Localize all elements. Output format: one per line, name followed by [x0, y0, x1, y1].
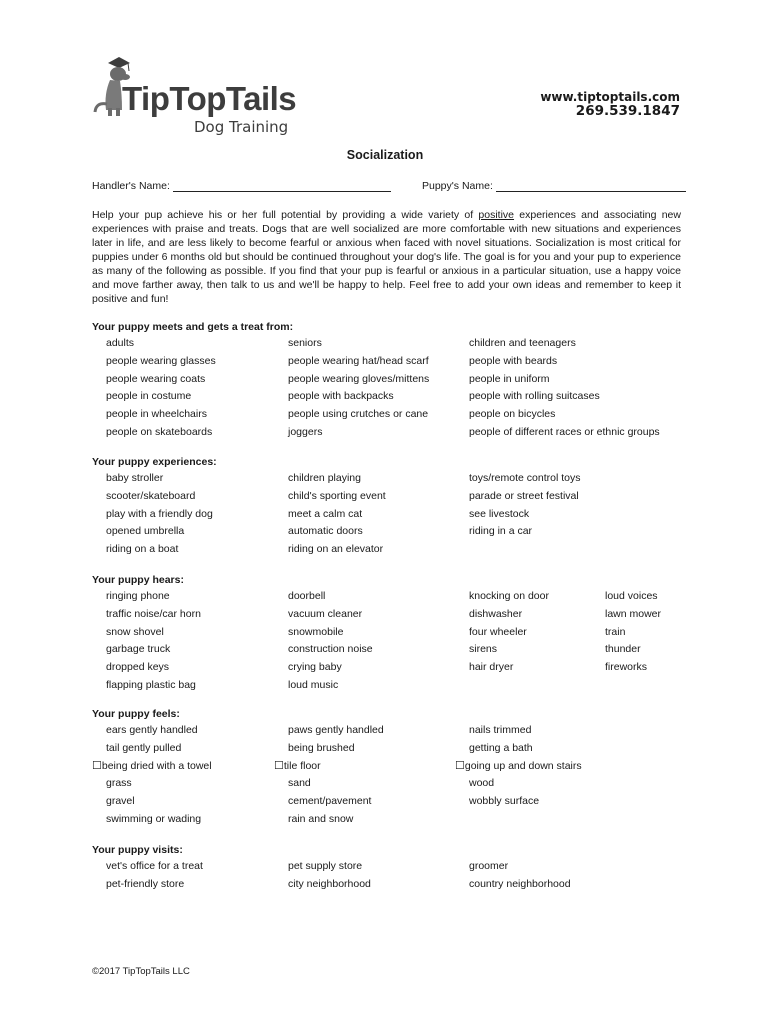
checklist-item[interactable]: [92, 758, 212, 776]
checklist-item-label: flapping plastic bag: [106, 678, 196, 691]
checklist-item[interactable]: [288, 775, 311, 793]
checklist-item[interactable]: [288, 659, 342, 677]
checklist-item-label: loud music: [288, 678, 339, 691]
checklist-item-label: groomer: [469, 860, 509, 872]
checklist-item[interactable]: [469, 775, 494, 793]
checklist-row: [92, 541, 692, 559]
checklist-item-label: grass: [106, 777, 132, 790]
checklist-item-label: riding on a boat: [106, 543, 179, 556]
checklist-item[interactable]: [469, 371, 550, 389]
checklist-item-label: meet a calm cat: [288, 507, 363, 520]
checklist-item[interactable]: [288, 793, 371, 811]
checklist-row: [92, 424, 692, 442]
checklist-item-label: automatic doors: [288, 525, 363, 538]
checklist-row: [92, 775, 692, 793]
checklist-item-label: knocking on door: [469, 590, 549, 602]
checklist-row: [92, 793, 692, 811]
checklist-item[interactable]: [469, 506, 529, 524]
positive-underlined: positive: [478, 209, 515, 221]
checklist-item[interactable]: [288, 641, 373, 659]
checklist-item[interactable]: [469, 470, 580, 488]
checklist-item[interactable]: [106, 659, 169, 677]
puppy-name-line[interactable]: [496, 181, 686, 192]
checklist-row: [92, 523, 692, 541]
checklist-item-label: thunder: [605, 643, 641, 656]
checklist-item-label: play with a friendly dog: [106, 507, 213, 520]
checklist-item-label: dishwasher: [469, 607, 523, 620]
checklist-row: [92, 876, 692, 894]
checklist-item-label: opened umbrella: [106, 525, 185, 538]
checklist-item[interactable]: [288, 523, 363, 541]
phone-number: 269.539.1847: [575, 103, 680, 119]
checklist-row: [92, 588, 692, 606]
checklist-item[interactable]: [288, 624, 343, 642]
checklist-row: [92, 722, 692, 740]
checklist-item-label: four wheeler: [469, 625, 527, 638]
checklist-item-label: toys/remote control toys: [469, 472, 581, 484]
checklist-item-label: getting a bath: [469, 741, 533, 754]
checklist-section: [92, 707, 692, 829]
checklist-item[interactable]: [106, 811, 201, 829]
checklist-row: [92, 388, 692, 406]
puppy-name-label: Puppy's Name:: [422, 180, 493, 192]
checklist-item[interactable]: [106, 722, 198, 740]
checklist-item[interactable]: [288, 677, 338, 695]
checklist-section: [92, 320, 692, 442]
checklist-item[interactable]: [469, 606, 522, 624]
contact-block: [540, 90, 680, 118]
checklist-item-label: gravel: [106, 795, 135, 808]
copyright-footer: ©2017 TipTopTails LLC: [92, 966, 190, 977]
checklist-item[interactable]: [469, 388, 600, 406]
checklist-item[interactable]: [288, 811, 353, 829]
checklist-item[interactable]: [605, 624, 625, 642]
checklist-item[interactable]: [288, 424, 322, 442]
checklist-section: [92, 455, 692, 559]
checklist-item[interactable]: [106, 876, 184, 894]
checklist-item-label: pet-friendly store: [106, 877, 185, 890]
checklist-item[interactable]: [106, 335, 134, 353]
section-heading: Your puppy feels:: [92, 708, 180, 720]
checklist-item-label: loud voices: [605, 590, 658, 602]
checklist-item[interactable]: [469, 335, 576, 353]
checklist-item[interactable]: [288, 406, 428, 424]
checklist-item-label: rain and snow: [288, 812, 354, 825]
checklist-item-label: tail gently pulled: [106, 741, 182, 754]
checklist-item[interactable]: [469, 488, 579, 506]
checklist-item[interactable]: [106, 353, 216, 371]
checklist-item-label: city neighborhood: [288, 877, 371, 890]
handler-name-line[interactable]: [173, 181, 391, 192]
checklist-item-label: paws gently handled: [288, 724, 384, 736]
handler-name-field[interactable]: [92, 180, 391, 192]
checklist-item[interactable]: [288, 388, 394, 406]
checklist-item[interactable]: [288, 740, 355, 758]
checklist-row: [92, 506, 692, 524]
checklist-item-label: people using crutches or cane: [288, 408, 429, 421]
checklist-item[interactable]: [288, 488, 386, 506]
checklist-item[interactable]: [106, 677, 196, 695]
checklist-item[interactable]: [469, 624, 527, 642]
checklist-item[interactable]: [469, 793, 539, 811]
checklist-item[interactable]: [106, 740, 181, 758]
checklist-item-label: construction noise: [288, 643, 373, 656]
checklist-item[interactable]: [106, 775, 132, 793]
checklist-item-label: people in costume: [106, 390, 192, 403]
checklist-item-label: baby stroller: [106, 472, 164, 484]
checklist-item[interactable]: [469, 353, 557, 371]
checklist-row: [92, 758, 692, 776]
checklist-item[interactable]: [288, 722, 384, 740]
checklist-item[interactable]: [469, 740, 533, 758]
checklist-item-label: swimming or wading: [106, 812, 202, 825]
checklist-item-label: people in uniform: [469, 372, 550, 385]
checklist-item[interactable]: [106, 371, 205, 389]
checklist-item-label: people wearing coats: [106, 372, 206, 385]
website-link[interactable]: www.tiptoptails.com: [540, 90, 680, 104]
checklist-item[interactable]: [455, 758, 582, 776]
checklist-item-label: people of different races or ethnic groups: [469, 425, 660, 438]
checklist-item-label: people with beards: [469, 354, 558, 367]
checklist-item-label: doorbell: [288, 590, 326, 602]
checklist-row: [92, 353, 692, 371]
checklist-item-label: wobbly surface: [469, 795, 540, 808]
checklist-item-label: children and teenagers: [469, 337, 576, 349]
checklist-item[interactable]: [106, 624, 164, 642]
checkbox-icon[interactable]: ☐: [92, 759, 102, 772]
checklist-row: [92, 406, 692, 424]
checklist-item[interactable]: [469, 858, 508, 876]
checklist-item[interactable]: [288, 541, 383, 559]
checklist-item[interactable]: [106, 793, 135, 811]
checklist-item-label: ringing phone: [106, 590, 170, 602]
checklist-section: [92, 573, 692, 695]
brand-subtitle: Dog Training: [194, 118, 289, 136]
checklist-item-label: riding in a car: [469, 525, 533, 538]
checklist-item-label: people wearing hat/head scarf: [288, 354, 429, 367]
checklist-item[interactable]: [288, 335, 322, 353]
checklist-item[interactable]: [605, 588, 658, 606]
checklist-item-label: train: [605, 625, 626, 638]
checklist-item-label: tile floor: [283, 759, 321, 772]
section-heading: Your puppy visits:: [92, 844, 183, 856]
checklist-item[interactable]: [288, 876, 371, 894]
checklist-item-label: ears gently handled: [106, 724, 198, 736]
checklist-item[interactable]: [605, 641, 641, 659]
checklist-item-label: traffic noise/car horn: [106, 607, 201, 620]
page-title: Socialization: [346, 148, 424, 162]
checklist-item[interactable]: [106, 470, 163, 488]
checklist-item[interactable]: [605, 606, 661, 624]
checklist-item[interactable]: [106, 388, 191, 406]
checklist-row: [92, 677, 692, 695]
puppy-name-field[interactable]: [422, 180, 686, 192]
checklist-item[interactable]: [469, 876, 571, 894]
checklist-item-label: see livestock: [469, 507, 530, 520]
checklist-item[interactable]: [288, 353, 429, 371]
checklist-item[interactable]: [106, 506, 213, 524]
checklist-item-label: people wearing gloves/mittens: [288, 372, 430, 385]
checklist-item-label: child's sporting event: [288, 489, 386, 502]
checklist-item-label: fireworks: [605, 661, 648, 674]
checklist-item-label: riding on an elevator: [288, 543, 384, 556]
checklist-item-label: children playing: [288, 472, 361, 484]
checklist-item[interactable]: [106, 588, 170, 606]
checklist-item-label: dropped keys: [106, 661, 170, 674]
section-heading: Your puppy meets and gets a treat from:: [92, 321, 294, 333]
checklist-item-label: being dried with a towel: [101, 759, 212, 772]
checklist-item[interactable]: [469, 659, 513, 677]
checklist-item-label: hair dryer: [469, 661, 514, 674]
checklist-item[interactable]: [106, 541, 178, 559]
checklist-item[interactable]: [288, 606, 362, 624]
checklist-item-label: going up and down stairs: [464, 759, 582, 772]
checklist-item[interactable]: [106, 606, 201, 624]
checklist-item[interactable]: [106, 488, 195, 506]
checklist-item[interactable]: [605, 659, 647, 677]
checklist-item[interactable]: [106, 641, 170, 659]
checklist-item[interactable]: [106, 523, 184, 541]
checklist-item-label: snow shovel: [106, 625, 164, 638]
checklist-item-label: parade or street festival: [469, 489, 579, 502]
handler-name-label: Handler's Name:: [92, 180, 170, 192]
checklist-row: [92, 488, 692, 506]
checklist-item-label: adults: [106, 337, 135, 349]
checklist-item[interactable]: [106, 858, 203, 876]
checklist-item-label: country neighborhood: [469, 877, 571, 890]
checklist-item-label: cement/pavement: [288, 795, 372, 808]
checklist-row: [92, 371, 692, 389]
checklist-item[interactable]: [288, 858, 362, 876]
checklist-item-label: snowmobile: [288, 625, 344, 638]
checklist-item-label: people in wheelchairs: [106, 408, 207, 421]
checklist-row: [92, 335, 692, 353]
checklist-item-label: vacuum cleaner: [288, 607, 363, 620]
checklist-row: [92, 606, 692, 624]
checklist-section: [92, 843, 692, 894]
checklist-item[interactable]: [106, 406, 207, 424]
checklist-row: [92, 641, 692, 659]
checklist-row: [92, 659, 692, 677]
checklist-item-label: sand: [288, 777, 311, 790]
checkbox-icon[interactable]: ☐: [274, 759, 284, 772]
checklist-item[interactable]: [288, 506, 362, 524]
checklist-item-label: people wearing glasses: [106, 354, 216, 367]
checklist-row: [92, 740, 692, 758]
checklist-item-label: seniors: [288, 337, 322, 349]
brand-name: TipTopTails: [122, 80, 297, 117]
checklist-item[interactable]: [469, 406, 555, 424]
checklist-item-label: wood: [469, 777, 495, 790]
checkbox-icon[interactable]: ☐: [455, 759, 465, 772]
checklist-item-label: people with rolling suitcases: [469, 390, 600, 403]
checklist-item-label: vet's office for a treat: [106, 860, 203, 872]
checklist-item[interactable]: [288, 371, 429, 389]
checklist-row: [92, 811, 692, 829]
checklist-item-label: pet supply store: [288, 860, 363, 872]
checklist-item[interactable]: [469, 722, 531, 740]
checklist-item-label: being brushed: [288, 741, 355, 754]
checklist-item[interactable]: [469, 523, 532, 541]
checklist-item[interactable]: [274, 758, 321, 776]
checklist-item-label: scooter/skateboard: [106, 489, 196, 502]
checklist-item-label: garbage truck: [106, 643, 171, 656]
checklist-item[interactable]: [288, 470, 361, 488]
section-heading: Your puppy experiences:: [92, 456, 217, 468]
checklist-row: [92, 470, 692, 488]
checklist-item[interactable]: [469, 424, 660, 442]
checklist-item-label: crying baby: [288, 661, 342, 674]
checklist-item-label: sirens: [469, 643, 498, 656]
checklist-item[interactable]: [288, 588, 325, 606]
checklist-row: [92, 858, 692, 876]
checklist-item-label: people on skateboards: [106, 425, 213, 438]
section-heading: Your puppy hears:: [92, 574, 184, 586]
checklist-item-label: lawn mower: [605, 607, 662, 620]
checklist-item-label: joggers: [288, 425, 323, 438]
checklist-row: [92, 624, 692, 642]
checklist-item[interactable]: [469, 588, 549, 606]
intro-paragraph: Help your pup achieve his or her full potential by providing a wide variety of positive experiences and associating new experiences with praise and treats. Dogs that are well socialized are more comfortable with new situations and experiences later in life, and are less likely to become fearful or anxious when faced with novel situations. Socialization is most critical for puppies under 6 months old but should be continued throughout your dog's life. The goal is for you and your pup to experience as many of the following as possible. If you find that your pup is fearful or anxious in a particular situation, use a happy voice and move farther away, then talk to us and we'll be happy to help. Feel free to add your own ideas and remember to keep it positive and fun!: [92, 209, 681, 305]
checklist-item[interactable]: [106, 424, 212, 442]
checklist-item-label: people on bicycles: [469, 408, 556, 421]
checklist-item[interactable]: [469, 641, 497, 659]
logo: [92, 54, 307, 140]
checklist-item-label: people with backpacks: [288, 390, 394, 403]
checklist-item-label: nails trimmed: [469, 724, 532, 736]
